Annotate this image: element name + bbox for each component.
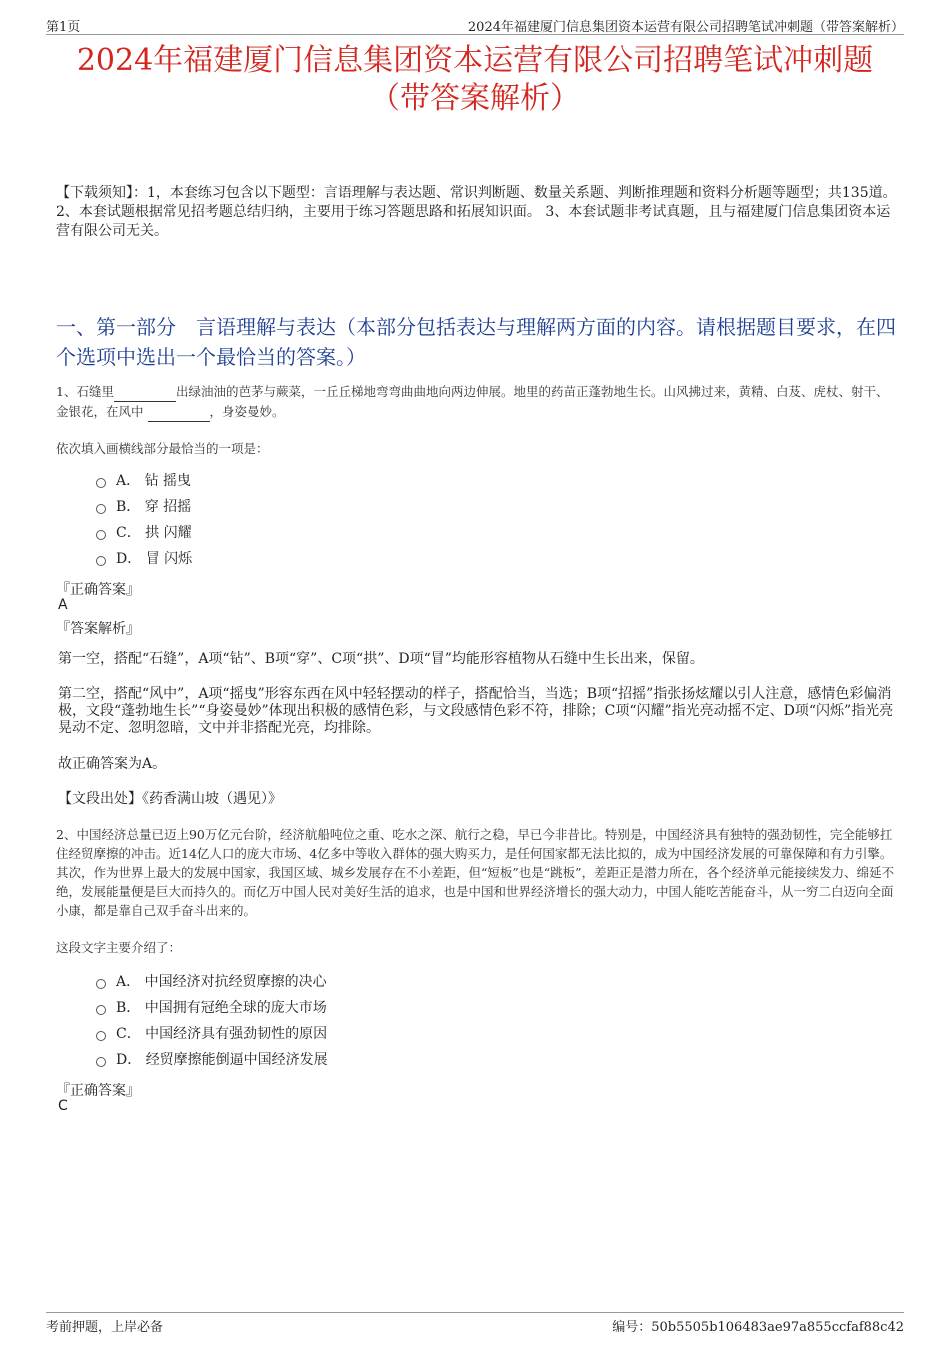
q1-option-c[interactable] — [96, 522, 192, 544]
footer-doc-id: 编号：50b5505b106483ae97a855ccfaf88c42 — [612, 1320, 904, 1335]
q1-option-b[interactable] — [96, 496, 191, 518]
q1-stem-part2: 出绿油油的芭茅与蕨菜，一丘丘梯地弯弯曲曲地向两边伸展。地里的药苗正蓬勃地生长。山风拂过来，黄精、白芨、虎杖、射干、金银花，在风中 — [56, 384, 889, 419]
radio-icon[interactable] — [96, 556, 106, 566]
option-text: 中国经济对抗经贸摩擦的决心 — [144, 974, 327, 990]
q1-analysis-para-1: 第一空，搭配“石缝”，A项“钻”、B项“穿”、C项“拱”、D项“冒”均能形容植物从石缝中生长出来，保留。 — [58, 651, 704, 667]
header-doc-title: 2024年福建厦门信息集团资本运营有限公司招聘笔试冲刺题（带答案解析） — [467, 20, 904, 35]
radio-icon[interactable] — [96, 1005, 106, 1015]
q2-option-a[interactable] — [96, 971, 327, 993]
title-line-2: （带答案解析） — [370, 81, 580, 116]
page-header — [46, 14, 904, 35]
blank-2 — [148, 402, 210, 422]
question-2-stem: 2、中国经济总量已迈上90万亿元台阶，经济航船吨位之重、吃水之深、航行之稳，早已今非昔比。特别是，中国经济具有独特的强劲韧性，完全能够扛住经贸摩擦的冲击。近14亿人口的庞大市场、4亿多中等收入群体的强大购买力，是任何国家都无法比拟的，成为中国经济发展的可靠保障和有力引擎。其次，作为世界上最大的发展中国家，我国区域、城乡发展存在不小差距，但“短板”也是“跳板”，差距正是潜力所在，各个经济单元能接续发力、绵延不绝，发展能量便是巨大而持久的。而亿万中国人民对美好生活的追求，也是中国和世界经济增长的强大动力，中国人能吃苦能奋斗，从一穷二白迈向全面小康，都是靠自己双手奋斗出来的。 — [56, 827, 895, 918]
option-text: 中国经济具有强劲韧性的原因 — [145, 1026, 328, 1042]
option-key: D． — [116, 551, 142, 567]
radio-icon[interactable] — [96, 979, 106, 989]
option-key: C． — [116, 525, 141, 541]
option-key: B． — [116, 1000, 141, 1016]
radio-icon[interactable] — [96, 478, 106, 488]
radio-icon[interactable] — [96, 1057, 106, 1067]
option-text: 中国拥有冠绝全球的庞大市场 — [144, 1000, 327, 1016]
question-1-prompt: 依次填入画横线部分最恰当的一项是： — [56, 441, 269, 456]
option-key: A． — [116, 974, 141, 990]
title-line-1: 2024年福建厦门信息集团资本运营有限公司招聘笔试冲刺题 — [76, 43, 874, 78]
q1-option-a[interactable] — [96, 470, 191, 492]
option-key: D． — [116, 1052, 142, 1068]
section-heading: 一、第一部分 言语理解与表达（本部分包括表达与理解两方面的内容。请根据题目要求，在四个选项中选出一个最恰当的答案。） — [56, 315, 896, 369]
q1-analysis-label: 『答案解析』 — [56, 621, 140, 637]
option-key: B． — [116, 499, 141, 515]
q1-source: 【文段出处】《药香满山坡（遇见）》 — [58, 791, 282, 807]
footer-slogan: 考前押题，上岸必备 — [46, 1320, 164, 1335]
option-text: 冒 闪烁 — [145, 551, 193, 567]
option-text: 穿 招摇 — [144, 499, 192, 515]
q1-option-d[interactable] — [96, 548, 192, 570]
question-2-prompt: 这段文字主要介绍了： — [56, 940, 182, 955]
option-key: C． — [116, 1026, 141, 1042]
q2-option-d[interactable] — [96, 1049, 328, 1071]
blank-1 — [114, 382, 176, 402]
download-notice: 【下载须知】：1，本套练习包含以下题型：言语理解与表达题、常识判断题、数量关系题、判断推理题和资料分析题等题型；共135道。 2、本套试题根据常见招考题总结归纳，主要用于练习答题思路和拓展知识面。 3、本套试题非考试真题，且与福建厦门信息集团资本运营有限公司无关。 — [56, 185, 897, 239]
radio-icon[interactable] — [96, 1031, 106, 1041]
radio-icon[interactable] — [96, 530, 106, 540]
page-footer — [46, 1312, 904, 1333]
q1-analysis-para-3: 故正确答案为A。 — [58, 756, 167, 772]
q1-stem-part3: ，身姿曼妙。 — [209, 404, 285, 419]
document-title — [46, 42, 904, 118]
q1-analysis-para-2: 第二空，搭配“风中”，A项“摇曳”形容东西在风中轻轻摆动的样子，搭配恰当，当选；B项“招摇”指张扬炫耀以引人注意，感情色彩偏消极，文段“蓬勃地生长”“身姿曼妙”体现出积极的感情色彩，与文段感情色彩不符，排除；C项“闪耀”指光亮动摇不定、D项“闪烁”指光亮晃动不定、忽明忽暗，文中并非搭配光亮，均排除。 — [58, 686, 894, 736]
q2-option-b[interactable] — [96, 997, 327, 1019]
option-text: 拱 闪耀 — [145, 525, 192, 541]
q1-stem-part1: 1、石缝里 — [56, 384, 114, 399]
option-text: 经贸摩擦能倒逼中国经济发展 — [145, 1052, 328, 1068]
q1-answer-label: 『正确答案』 — [56, 582, 140, 598]
option-text: 钻 摇曳 — [144, 473, 192, 489]
q2-option-c[interactable] — [96, 1023, 327, 1045]
q2-answer-label: 『正确答案』 — [56, 1083, 140, 1099]
page-number: 第1页 — [46, 20, 81, 35]
question-1-stem — [56, 382, 900, 422]
q2-answer: C — [58, 1098, 68, 1114]
q1-answer: A — [58, 597, 68, 613]
option-key: A． — [116, 473, 141, 489]
radio-icon[interactable] — [96, 504, 106, 514]
